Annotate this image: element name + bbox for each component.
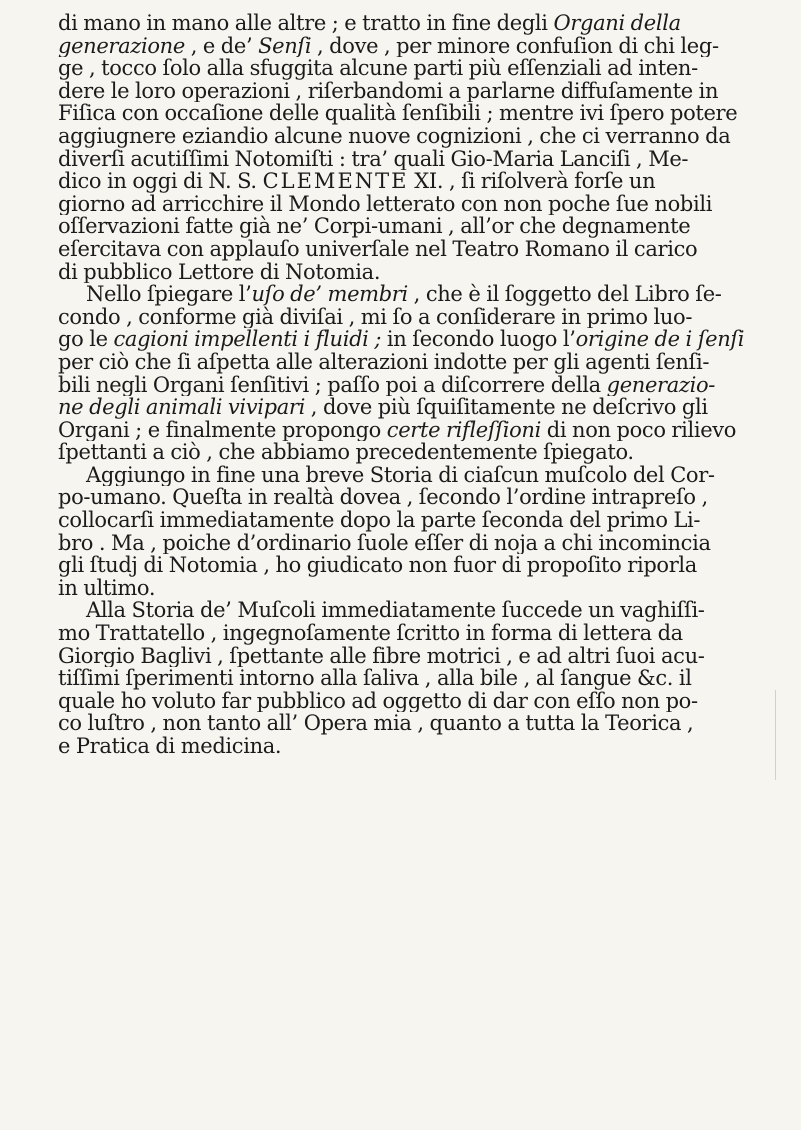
text-run: dico in oggi di N. S. (58, 170, 263, 193)
text-line (58, 306, 770, 329)
text-line (58, 712, 770, 735)
text-run: Fiſica con occaſione delle qualità ſenſibili ; mentre ivi ſpero potere (58, 102, 738, 125)
text-line (58, 148, 770, 171)
text-line (58, 215, 770, 238)
text-line (58, 102, 770, 125)
text-run: , e de’ (184, 34, 259, 58)
text-line (58, 12, 770, 35)
italic-text: Organi della (553, 12, 681, 35)
text-run: quale ho voluto far pubblico ad oggetto di dar con eſſo non po- (58, 689, 698, 713)
italic-text: ne degli animali vivipari (58, 396, 305, 419)
text-line (58, 599, 770, 622)
text-line (58, 667, 770, 690)
text-line (58, 577, 770, 600)
italic-text: generazione (58, 34, 185, 58)
text-line (58, 532, 770, 555)
text-run: co luſtro , non tanto all’ Opera mia , quanto a tutta la Teorica , (58, 712, 694, 735)
text-run: Organi ; e finalmente propongo (58, 418, 387, 442)
text-line (58, 374, 770, 397)
body-text (58, 12, 770, 758)
text-run: Aggiungo in fine una breve Storia di ciaſcun muſcolo del Cor- (86, 463, 715, 487)
text-run: giorno ad arricchire il Mondo letterato con non poche ſue nobili (58, 192, 713, 216)
text-run: go le (58, 328, 114, 351)
text-run: di non poco rilievo (540, 418, 737, 442)
text-run: dere le loro operazioni , riſerbandomi a parlarne diffuſamente in (58, 79, 719, 103)
text-run: di mano in mano alle altre ; e tratto in fine degli (58, 12, 554, 35)
text-line (58, 735, 770, 758)
text-run: , che è il ſoggetto del Libro ſe- (407, 283, 722, 306)
text-run: aggiugnere eziandio alcune nuove cognizioni , che ci verranno da (58, 124, 731, 148)
text-line (58, 554, 770, 577)
italic-text: generazio- (606, 373, 716, 397)
text-line (58, 35, 770, 58)
text-run: ge , tocco ſolo alla sfuggita alcune parti più eſſenziali ad inten- (58, 57, 698, 80)
italic-text: certe rifleſſioni (386, 418, 541, 442)
italic-text: origine de i ſenſi (575, 328, 745, 351)
text-run: Giorgio Baglivi , ſpettante alle fibre motrici , e ad altri ſuoi acu- (58, 644, 705, 668)
text-line (58, 690, 770, 713)
text-run: gli ſtudj di Notomia , ho giudicato non fuor di propoſito riporla (58, 554, 697, 577)
text-run: XI. , ſi riſolverà forſe un (408, 170, 656, 193)
text-line (58, 396, 770, 419)
text-run: , dove più ſquiſitamente ne deſcrivo gli (304, 396, 708, 419)
text-run: diverſi acutiſſimi Notomiſti : tra’ quali Gio-Maria Lanciſi , Me- (58, 147, 689, 171)
text-line (58, 509, 770, 532)
text-line (58, 125, 770, 148)
text-run: in ultimo. (58, 576, 156, 600)
text-run: e Pratica di medicina. (58, 735, 282, 758)
text-run: , dove , per minore confuſion di chi leg- (311, 34, 719, 58)
text-line (58, 645, 770, 668)
text-run: collocarſi immediatamente dopo la parte ſeconda del primo Li- (58, 509, 701, 532)
text-run: bro . Ma , poiche d’ordinario ſuole eſſer di noja a chi incomincia (58, 531, 711, 555)
text-run: in ſecondo luogo l’ (381, 328, 576, 351)
italic-text: uſo de’ membri (251, 283, 408, 306)
text-line (58, 57, 770, 80)
text-line (58, 193, 770, 216)
text-line (58, 441, 770, 464)
text-line (58, 464, 770, 487)
text-run: eſercitava con applauſo univerſale nel Teatro Romano il carico (58, 237, 698, 261)
text-line (58, 238, 770, 261)
text-line (58, 80, 770, 103)
italic-text: cagioni impellenti i fluidi ; (113, 328, 382, 351)
text-line (58, 283, 770, 306)
text-line (58, 622, 770, 645)
text-line (58, 170, 770, 193)
text-run: ſpettanti a ciò , che abbiamo precedentemente ſpiegato. (58, 441, 634, 464)
text-run: Alla Storia de’ Muſcoli immediatamente ſuccede un vaghiſſi- (86, 599, 705, 623)
margin-stain (775, 690, 790, 780)
text-run: condo , conforme già diviſai , mi ſo a conſiderare in primo luo- (58, 305, 693, 329)
text-run: per ciò che ſi aſpetta alle alterazioni indotte per gli agenti ſenſi- (58, 350, 710, 374)
text-run: Nello ſpiegare l’ (86, 283, 252, 306)
text-line (58, 351, 770, 374)
text-run: di pubblico Lettore di Notomia. (58, 260, 381, 284)
text-line (58, 419, 770, 442)
text-run: po-umano. Queſta in realtà dovea , ſecondo l’ordine intrapreſo , (58, 486, 708, 510)
text-line (58, 486, 770, 509)
text-run: mo Trattatello , ingegnoſamente ſcritto in forma di lettera da (58, 622, 683, 645)
italic-text: Senſi (258, 34, 312, 58)
text-run: bili negli Organi ſenſitivi ; paſſo poi a diſcorrere della (58, 373, 607, 397)
text-run: tiſſimi ſperimenti intorno alla ſaliva , alla bile , al ſangue &c. il (58, 667, 692, 690)
text-run: oſſervazioni fatte già ne’ Corpi-umani , all’or che degnamente (58, 215, 691, 238)
text-line (58, 328, 770, 351)
text-line (58, 261, 770, 284)
text-run: CLEMENTE (262, 170, 409, 193)
